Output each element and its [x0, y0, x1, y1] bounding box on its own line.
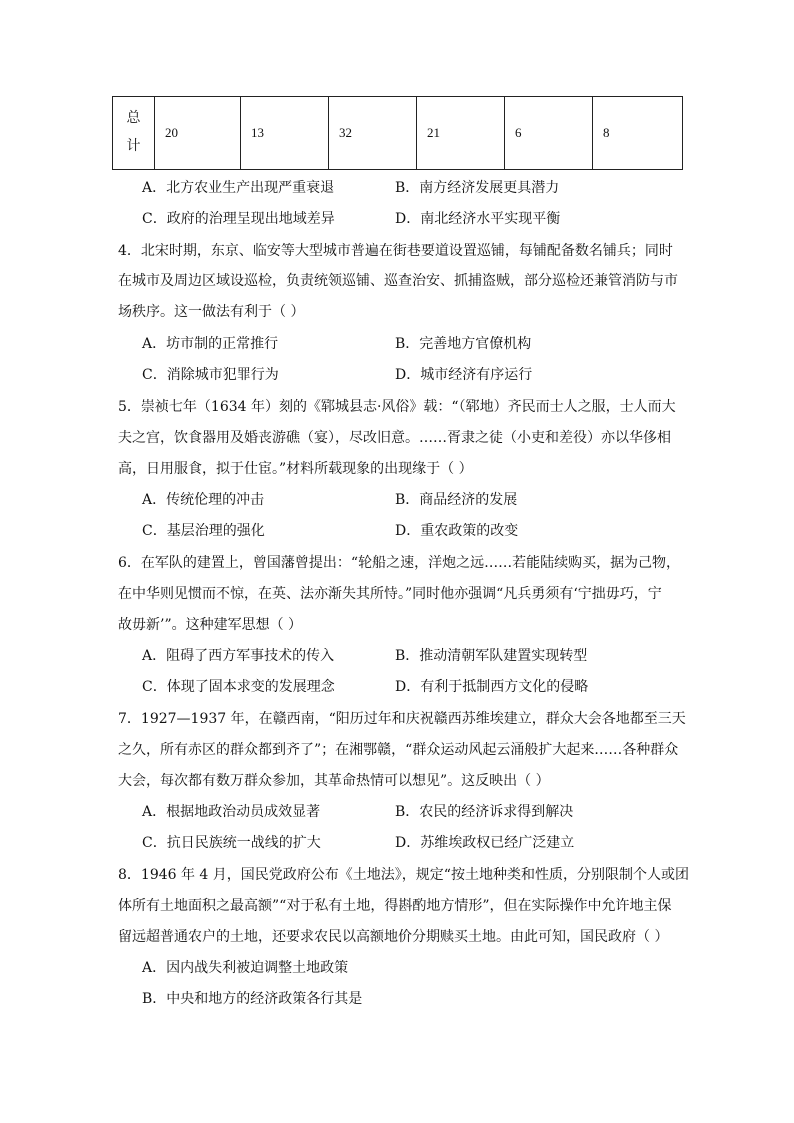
row-label	[113, 97, 155, 170]
q5-stem-line-3: 高，日用服食，拟于仕宦。”材料所载现象的出现缘于（ ）	[118, 461, 473, 477]
q5-stem-line-2: 夫之宫，饮食器用及婚丧游礁（宴），尽改旧意。……胥隶之徒（小吏和差役）亦以华侈相	[118, 430, 671, 446]
table-cell: 21	[417, 97, 505, 170]
q5-option-c: C．基层治理的强化	[142, 523, 265, 539]
q6-option-a: A．阻碍了西方军事技术的传入	[142, 648, 335, 664]
q6-stem-line-1: 6．在军队的建置上，曾国藩曾提出：“轮船之速，洋炮之远……若能陆续购买，据为己物，	[118, 555, 681, 571]
q3-option-d: D．南北经济水平实现平衡	[395, 211, 561, 227]
q8-option-b: B．中央和地方的经济政策各行其是	[142, 991, 363, 1007]
q3-option-c: C．政府的治理呈现出地域差异	[142, 211, 335, 227]
q6-option-d: D．有利于抵制西方文化的侵略	[395, 679, 589, 695]
q6-option-b: B．推动清朝军队建置实现转型	[395, 648, 588, 664]
totals-table	[112, 96, 683, 170]
table-cell: 6	[505, 97, 593, 170]
table-cell: 13	[241, 97, 329, 170]
table-cell: 20	[155, 97, 241, 170]
q3-option-a: A．北方农业生产出现严重衰退	[142, 180, 335, 196]
q6-stem-line-3: 故毋新’”。这种建军思想（ ）	[118, 617, 303, 633]
q8-stem-line-3: 留远超普通农户的土地，还要求农民以高额地价分期赎买土地。由此可知，国民政府（ ）	[118, 929, 669, 945]
table-cell: 8	[593, 97, 683, 170]
q7-option-b: B．农民的经济诉求得到解决	[395, 804, 574, 820]
q6-option-c: C．体现了固本求变的发展理念	[142, 679, 335, 695]
q7-stem-line-3: 大会，每次都有数万群众参加，其革命热情可以想见”。这反映出（ ）	[118, 773, 550, 789]
q7-option-a: A．根据地政治动员成效显著	[142, 804, 321, 820]
q4-option-c: C．消除城市犯罪行为	[142, 367, 279, 383]
q4-option-b: B．完善地方官僚机构	[395, 336, 532, 352]
q7-stem-line-1: 7．1927—1937 年，在赣西南，“阳历过年和庆祝赣西苏维埃建立，群众大会各地都至三天	[118, 711, 686, 727]
q8-stem-line-2: 体所有土地面积之最高额”“对于私有土地，得斟酌地方情形”，但在实际操作中允许地主保	[118, 898, 672, 914]
table-row	[113, 97, 683, 170]
q5-stem-line-1: 5．崇祯七年（1634 年）刻的《郓城县志·风俗》载：“（郓地）齐民而士人之服，士人而大	[118, 399, 676, 415]
q6-stem-line-2: 在中华则见惯而不惊，在英、法亦渐失其所恃。”同时他亦强调“凡兵勇须有‘宁拙毋巧，宁	[118, 586, 662, 602]
table-cell: 32	[329, 97, 417, 170]
q3-option-b: B．南方经济发展更具潜力	[395, 180, 560, 196]
q4-option-d: D．城市经济有序运行	[395, 367, 533, 383]
q8-option-a: A．因内战失利被迫调整土地政策	[142, 960, 349, 976]
q4-stem-line-1: 4．北宋时期，东京、临安等大型城市普遍在街巷要道设置巡铺，每铺配备数名铺兵；同时	[118, 243, 673, 259]
q4-stem-line-3: 场秩序。这一做法有利于（ ）	[118, 304, 305, 320]
row-label-top: 总	[126, 111, 141, 126]
row-label-bottom: 计	[126, 139, 141, 154]
q5-option-d: D．重农政策的改变	[395, 523, 519, 539]
q7-option-d: D．苏维埃政权已经广泛建立	[395, 835, 575, 851]
q4-stem-line-2: 在城市及周边区域设巡检，负责统领巡铺、巡查治安、抓捕盗贼，部分巡检还兼管消防与市	[118, 273, 678, 289]
q7-stem-line-2: 之久，所有赤区的群众都到齐了”；在湘鄂赣，“群众运动风起云涌般扩大起来……各种群众	[118, 742, 679, 758]
q7-option-c: C．抗日民族统一战线的扩大	[142, 835, 321, 851]
q5-option-b: B．商品经济的发展	[395, 492, 518, 508]
q4-option-a: A．坊市制的正常推行	[142, 336, 279, 352]
q8-stem-line-1: 8．1946 年 4 月，国民党政府公布《土地法》，规定“按土地种类和性质，分别限制个人或团	[118, 867, 689, 883]
q5-option-a: A．传统伦理的冲击	[142, 492, 265, 508]
